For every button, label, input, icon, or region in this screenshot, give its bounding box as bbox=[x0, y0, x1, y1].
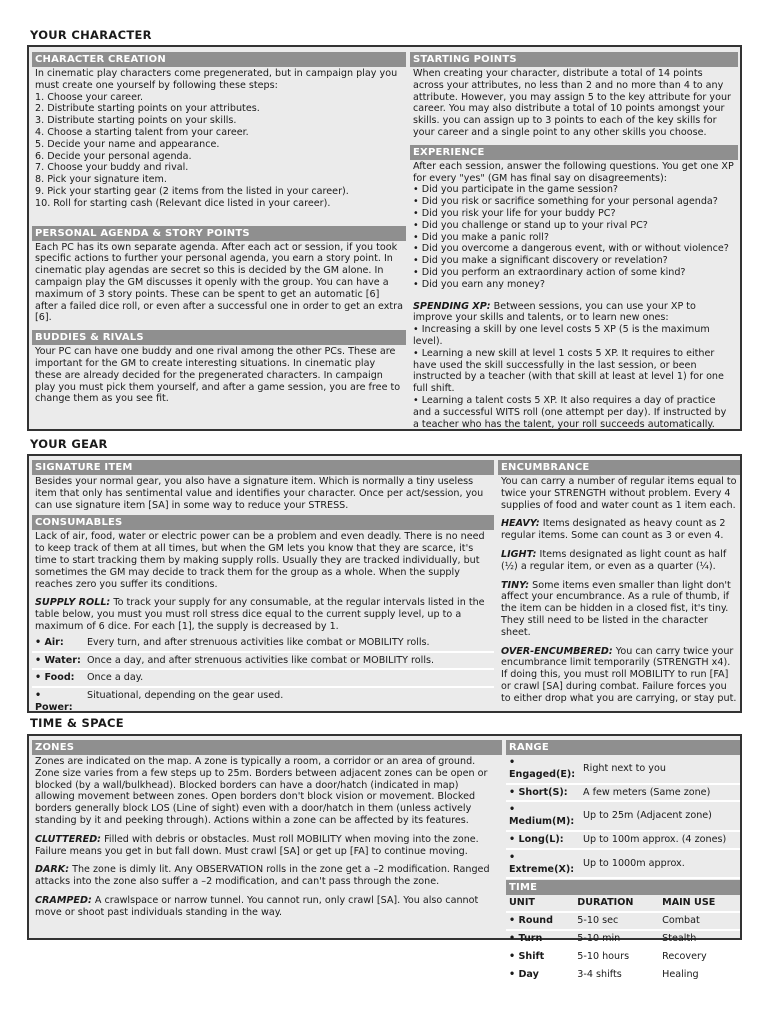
encumbrance-header: ENCUMBRANCE bbox=[498, 460, 740, 475]
consumable-name: • Air: bbox=[32, 635, 84, 652]
xp-question: • Did you make a significant discovery or revelation? bbox=[413, 255, 735, 267]
range-distance: Right next to you bbox=[580, 755, 740, 784]
time-header: TIME bbox=[506, 880, 740, 895]
xp-question: • Did you risk or sacrifice something for your personal agenda? bbox=[413, 196, 735, 208]
time-duration: 3-4 shifts bbox=[574, 966, 659, 984]
character-creation-body bbox=[32, 67, 406, 212]
light-paragraph bbox=[501, 549, 737, 573]
table-row bbox=[506, 930, 740, 948]
your-character-box bbox=[27, 45, 742, 431]
your-character-right-column bbox=[410, 52, 738, 432]
tiny-text: Some items even smaller than light don't affect your encumbrance. As a rule of thumb, if the item can be hidden in a closed fist, it's tiny. They still need to be listed in the character sheet. bbox=[501, 579, 731, 638]
xp-question: • Did you earn any money? bbox=[413, 279, 735, 291]
step-item: 10. Roll for starting cash (Relevant dice listed in your career). bbox=[35, 197, 331, 209]
your-character-left-column bbox=[32, 52, 406, 407]
range-band: • Long(L): bbox=[506, 831, 580, 849]
step-item: 4. Choose a starting talent from your career. bbox=[35, 126, 249, 138]
tiny-paragraph bbox=[501, 580, 737, 639]
column-header-unit: UNIT bbox=[506, 895, 574, 912]
consumable-interval: Once a day, and after strenuous activities like combat or MOBILITY rolls. bbox=[84, 652, 494, 670]
consumable-interval: Every turn, and after strenuous activities like combat or MOBILITY rolls. bbox=[84, 635, 494, 652]
zones-body bbox=[32, 755, 502, 928]
heavy-paragraph bbox=[501, 518, 737, 542]
section-title-time-space: TIME & SPACE bbox=[30, 716, 124, 730]
xp-question: • Did you challenge or stand up to your rival PC? bbox=[413, 220, 735, 232]
table-row bbox=[506, 831, 740, 849]
range-header: RANGE bbox=[506, 740, 740, 755]
spending-xp-lead: SPENDING XP: bbox=[413, 300, 491, 312]
cluttered-paragraph bbox=[35, 834, 499, 858]
step-item: 2. Distribute starting points on your attributes. bbox=[35, 103, 260, 115]
spending-xp-paragraph bbox=[413, 301, 735, 325]
consumables-body bbox=[32, 530, 494, 634]
time-unit: • Day bbox=[506, 966, 574, 984]
cluttered-text: Filled with debris or obstacles. Must roll MOBILITY when moving into the zone. Failure means you get in but fall down. Must crawl [SA] or get up [FA] to continue moving. bbox=[35, 833, 479, 857]
table-row bbox=[506, 966, 740, 984]
time-main-use: Stealth bbox=[659, 930, 740, 948]
experience-intro: After each session, answer the following questions. You get one XP for every "yes" (GM has final say on disagreements): bbox=[413, 160, 734, 184]
buddies-rivals-text: Your PC can have one buddy and one rival among the other PCs. These are important for the GM to create interesting situations. In cinematic play these are already decided for the pregenerated characters. In campaign play you must pick them yourself, and after a game session, you are free to change them as you see fit. bbox=[35, 346, 401, 405]
consumable-name: • Food: bbox=[32, 669, 84, 687]
step-item: 8. Pick your signature item. bbox=[35, 174, 167, 186]
consumable-interval: Situational, depending on the gear used. bbox=[84, 687, 494, 717]
cluttered-lead: CLUTTERED: bbox=[35, 833, 102, 845]
your-gear-box bbox=[27, 454, 742, 713]
dark-text: The zone is dimly lit. Any OBSERVATION rolls in the zone get a –2 modification. Ranged attacks into the zone also suffer a –2 modification, and can't pass through the zone. bbox=[35, 864, 490, 888]
consumables-table bbox=[32, 635, 494, 718]
encumbrance-body bbox=[498, 475, 740, 714]
range-band: • Short(S): bbox=[506, 784, 580, 802]
time-table bbox=[506, 895, 740, 984]
starting-points-header: STARTING POINTS bbox=[410, 52, 738, 67]
range-band: • Engaged(E): bbox=[506, 755, 580, 784]
over-encumbered-paragraph bbox=[501, 646, 737, 705]
signature-item-header: SIGNATURE ITEM bbox=[32, 460, 494, 475]
personal-agenda-header: PERSONAL AGENDA & STORY POINTS bbox=[32, 226, 406, 241]
step-item: 6. Decide your personal agenda. bbox=[35, 150, 192, 162]
time-unit: • Round bbox=[506, 912, 574, 930]
buddies-rivals-header: BUDDIES & RIVALS bbox=[32, 330, 406, 345]
cramped-paragraph bbox=[35, 895, 499, 919]
xp-question: • Did you risk your life for your buddy PC? bbox=[413, 208, 735, 220]
xp-question: • Did you overcome a dangerous event, with or without violence? bbox=[413, 243, 735, 255]
range-band: • Extreme(X): bbox=[506, 849, 580, 879]
spending-xp-item: • Increasing a skill by one level costs 5 XP (5 is the maximum level). bbox=[413, 324, 735, 348]
supply-roll-text: To track your supply for any consumable, at the regular intervals listed in the table below, you must you must roll stress dice equal to the current supply level, up to a maximum of 6 dice. For each [1], the supply is decreased by 1. bbox=[35, 597, 485, 632]
zones-text: Zones are indicated on the map. A zone is typically a room, a corridor or an area of ground. Zone size varies from a few steps up to 25m. Borders between adjacent zones can be open or blocked (by a wall/bulkhead). Blocked borders can have a door/hatch (indicated in map) allowing movement between zones. Open borders don't block vision or movement. Blocked borders generally block LOS (Line of sight) even with a door/hatch in them (unless actively standing by it and peeking through). Actions within a zone can be affected by its features. bbox=[35, 756, 488, 826]
starting-points-text: When creating your character, distribute a total of 14 points across your attributes, no less than 2 and no more than 4 to any attribute. However, you may assign 5 to the key attribute for your career. You may also distribute a total of 10 points amongst your skills. you can assign up to 3 points to each of the key skills for your career and a single point to any other skills you choose. bbox=[413, 68, 731, 138]
consumable-name: • Water: bbox=[32, 652, 84, 670]
spending-xp-list bbox=[413, 324, 735, 430]
step-item: 7. Choose your buddy and rival. bbox=[35, 162, 189, 174]
step-item: 3. Distribute starting points on your skills. bbox=[35, 115, 237, 127]
time-main-use: Recovery bbox=[659, 948, 740, 966]
table-row bbox=[506, 912, 740, 930]
heavy-lead: HEAVY: bbox=[501, 518, 540, 530]
signature-item-text: Besides your normal gear, you also have a signature item. Which is normally a tiny useless item that only has sentimental value and identifies your character. Once per act/session, you can use signature item [SA] in some way to reduce your STRESS. bbox=[35, 476, 484, 511]
table-row bbox=[506, 849, 740, 879]
character-creation-steps bbox=[35, 92, 403, 210]
range-distance: Up to 25m (Adjacent zone) bbox=[580, 801, 740, 831]
personal-agenda-text: Each PC has its own separate agenda. After each act or session, if you took specific actions to further your personal agenda, you earn a story point. In cinematic play agendas are secret so this is decided by the GM alone. In campaign play the GM discusses it openly with the group. You can have a maximum of 3 story points. These can be spent to get an automatic [6] after a failed dice roll, or even after a successful one in order to get an extra [6]. bbox=[35, 241, 403, 324]
time-unit: • Shift bbox=[506, 948, 574, 966]
cramped-text: A crawlspace or narrow tunnel. You cannot run, only crawl [SA]. You also cannot move or shoot past individuals standing in the way. bbox=[35, 894, 479, 918]
range-table bbox=[506, 755, 740, 879]
time-main-use: Combat bbox=[659, 912, 740, 930]
xp-question: • Did you participate in the game session? bbox=[413, 184, 735, 196]
consumables-text: Lack of air, food, water or electric power can be a problem and even deadly. There is no need to keep track of them at all times, but when the GM lets you know that they are scarce, it's time to start tracking them by making supply rolls. Usually they are tracked individually, but sometimes the GM may decide to track them for the group as a whole. When the supply reaches zero you suffer its conditions. bbox=[35, 531, 485, 590]
xp-question: • Did you make a panic roll? bbox=[413, 232, 735, 244]
experience-header: EXPERIENCE bbox=[410, 145, 738, 160]
over-encumbered-lead: OVER-ENCUMBERED: bbox=[501, 645, 613, 657]
column-header-duration: DURATION bbox=[574, 895, 659, 912]
tiny-lead: TINY: bbox=[501, 579, 530, 591]
range-distance: Up to 100m approx. (4 zones) bbox=[580, 831, 740, 849]
table-row bbox=[32, 687, 494, 717]
section-title-your-character: YOUR CHARACTER bbox=[30, 28, 152, 42]
your-gear-right-column bbox=[498, 460, 740, 714]
table-row bbox=[506, 755, 740, 784]
spending-xp-item: • Learning a new skill at level 1 costs 5 XP. It requires to either have used the skill successfully in the last session, or been instructed by a teacher (with that skill at least at level 1) for one full shift. bbox=[413, 348, 735, 395]
step-item: 5. Decide your name and appearance. bbox=[35, 138, 220, 150]
time-duration: 5-10 hours bbox=[574, 948, 659, 966]
time-space-right-column bbox=[506, 740, 740, 984]
consumable-name: • Power: bbox=[32, 687, 84, 717]
encumbrance-text: You can carry a number of regular items equal to twice your STRENGTH without problem. Every 4 supplies of food and water count as 1 item each. bbox=[501, 476, 737, 511]
cramped-lead: CRAMPED: bbox=[35, 894, 92, 906]
table-row bbox=[32, 669, 494, 687]
table-row bbox=[32, 652, 494, 670]
consumable-interval: Once a day. bbox=[84, 669, 494, 687]
dark-paragraph bbox=[35, 864, 499, 888]
consumables-header: CONSUMABLES bbox=[32, 515, 494, 530]
spending-xp-text: Between sessions, you can use your XP to improve your skills and talents, or to learn new ones: bbox=[413, 300, 696, 324]
table-row bbox=[506, 948, 740, 966]
heavy-text: Items designated as heavy count as 2 regular items. Some can count as 3 or even 4. bbox=[501, 518, 726, 542]
column-header-main-use: MAIN USE bbox=[659, 895, 740, 912]
character-creation-intro: In cinematic play characters come pregenerated, but in campaign play you must create one yourself by following these steps: bbox=[35, 68, 398, 91]
spending-xp-item: • Learning a talent costs 5 XP. It also requires a day of practice and a successful WITS roll (one attempt per day). If instructed by a teacher who has the talent, your roll succeeds automatically. bbox=[413, 395, 735, 430]
table-row bbox=[32, 635, 494, 652]
time-duration: 5-10 sec bbox=[574, 912, 659, 930]
range-distance: A few meters (Same zone) bbox=[580, 784, 740, 802]
over-encumbered-text: You can carry twice your encumbrance limit temporarily (STRENGTH x4). If doing this, you must roll MOBILITY to run [FA] or crawl [SA] during combat. Failure forces you to either drop what you are carrying, or stay put. bbox=[501, 645, 737, 704]
light-text: Items designated as light count as half (½) a regular item, or even as a quarter (¼). bbox=[501, 548, 727, 572]
your-gear-left-column bbox=[32, 460, 494, 718]
table-header-row bbox=[506, 895, 740, 912]
range-band: • Medium(M): bbox=[506, 801, 580, 831]
table-row bbox=[506, 784, 740, 802]
range-distance: Up to 1000m approx. bbox=[580, 849, 740, 879]
supply-roll-paragraph bbox=[35, 597, 491, 632]
dark-lead: DARK: bbox=[35, 864, 70, 876]
light-lead: LIGHT: bbox=[501, 548, 537, 560]
time-duration: 5-10 min bbox=[574, 930, 659, 948]
time-space-left-column bbox=[32, 740, 502, 928]
time-space-box bbox=[27, 734, 742, 980]
time-main-use: Healing bbox=[659, 966, 740, 984]
character-creation-header: CHARACTER CREATION bbox=[32, 52, 406, 67]
step-item: 1. Choose your career. bbox=[35, 91, 144, 103]
section-title-your-gear: YOUR GEAR bbox=[30, 437, 108, 451]
time-unit: • Turn bbox=[506, 930, 574, 948]
table-row bbox=[506, 801, 740, 831]
supply-roll-lead: SUPPLY ROLL: bbox=[35, 597, 111, 609]
zones-header: ZONES bbox=[32, 740, 502, 755]
xp-question: • Did you perform an extraordinary action of some kind? bbox=[413, 267, 735, 279]
experience-body bbox=[410, 160, 738, 433]
experience-questions bbox=[413, 184, 735, 290]
step-item: 9. Pick your starting gear (2 items from the listed in your career). bbox=[35, 185, 349, 197]
